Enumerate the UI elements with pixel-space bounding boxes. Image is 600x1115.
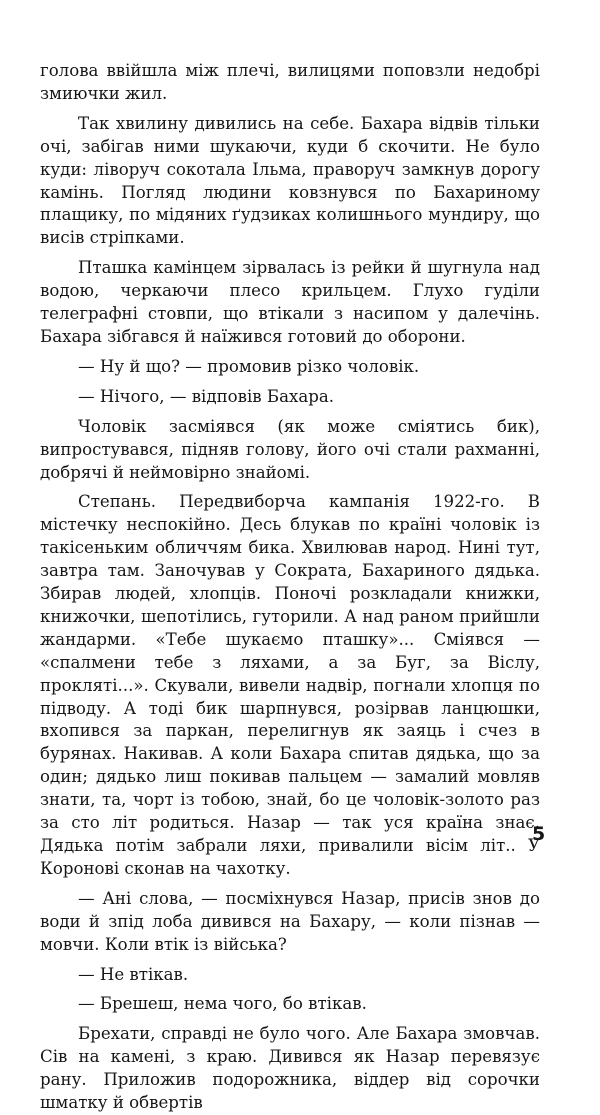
- paragraph: Так хвилину дивились на себе. Бахара відвів тільки очі, забігав ними шукаючи, куди б скочити. Не було куди: ліворуч сокотала Ільма, праворуч замкнув дорогу камінь. Погляд людини ковзнувся по Бахариному плащику, по мідяних ґудзиках колишнього мундиру, що висів стріпками.: [40, 113, 540, 248]
- page-number: 5: [532, 823, 546, 845]
- paragraph: Чоловік засміявся (як може сміятись бик), випростувався, підняв голову, його очі стали рахманні, добрячі й неймовірно знайомі.: [40, 416, 540, 482]
- dialogue-line: — Ну й що? — промовив різко чоловік.: [78, 356, 420, 376]
- dialogue-line: — Не втікав.: [78, 964, 189, 984]
- dialogue-line: — Брешеш, нема чого, бо втікав.: [78, 994, 367, 1014]
- paragraph: Брехати, справді не було чого. Але Бахара змовчав. Сів на камені, з краю. Дивився як Назар перевязує рану. Приложив подорожника, віддер від сорочки шматку й обвертів: [40, 1024, 540, 1113]
- paragraph: голова ввійшла між плечі, вилицями поповзли недобрі змиючки жил.: [40, 61, 540, 103]
- dialogue-line: — Ані слова, — посміхнувся Назар, присів знов до води й зпід лоба дивився на Бахару, — коли пізнав — мовчи. Коли втік із війська?: [40, 888, 540, 954]
- body-text: [40, 60, 540, 1115]
- dialogue-line: — Нічого, — відповів Бахара.: [78, 386, 335, 406]
- paragraph: Пташка камінцем зірвалась із рейки й шугнула над водою, черкаючи плесо крильцем. Глухо гуділи телеграфні стовпи, що втікали з насипом у далечінь. Бахара зібгався й наїжився готовий до оборони.: [40, 258, 540, 346]
- paragraph: Степань. Передвиборча кампанія 1922-го. В містечку неспокійно. Десь блукав по країні чоловік із такісеньким обличчям бика. Хвилював народ. Нині тут, завтра там. Заночував у Сократа, Бахариного дядька. Збирав людей, хлопців. Поночі розкладали книжки, книжочки, шепотілись, гуторили. А над раном прийшли жандарми. «Тебе шукаємо пташку»... Сміявся — «спалмени тебе з ляхами, а за Буг, за Віслу, прокляті...». Скували, вивели надвір, погнали хлопця по підводу. А тоді бик шарпнувся, розірвав ланцюшки, вхопився за паркан, перелигнув як заяць і счез в бурянах. Накивав. А коли Бахара спитав дядька, що за один; дядько лиш покивав пальцем — замалий мовляв знати, та, чорт із тобою, знай, бо це чоловік-золото раз за сто літ родиться. Назар — так уся країна знає. Дядька потім забрали ляхи, привалили вісім літ.. У Коронові сконав на чахотку.: [40, 492, 540, 878]
